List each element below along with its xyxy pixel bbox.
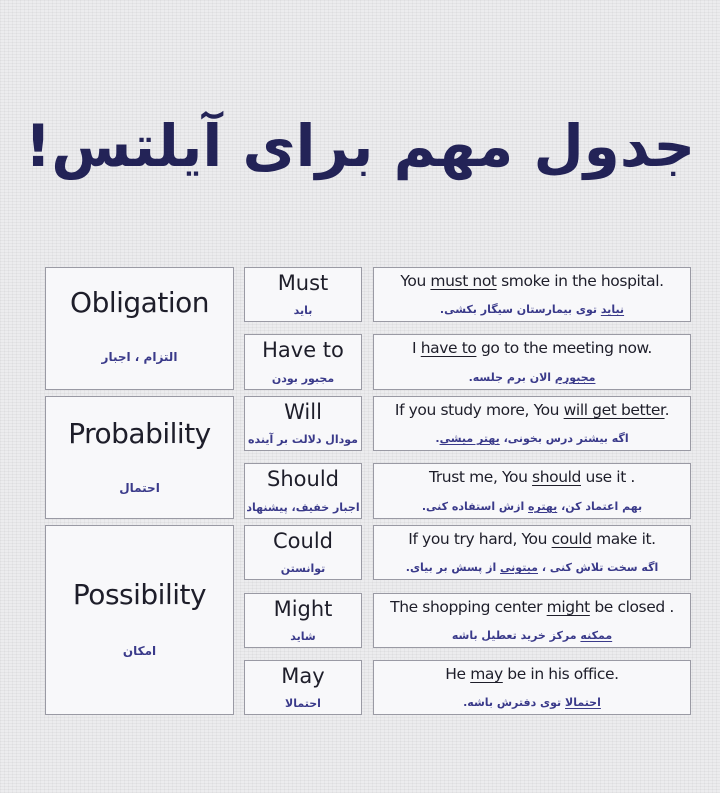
modal-translation: مودال دلالت بر آینده (248, 433, 358, 446)
modal-translation: احتمالا (285, 697, 321, 710)
example-sentence: If you try hard, You could make it. (408, 530, 656, 548)
category-translation: التزام ، اجبار (101, 350, 178, 364)
example-translation: احتمالا توی دفترش باشه. (463, 696, 601, 709)
modal-translation: مجبور بودن (271, 372, 335, 385)
example-keyword: have to (420, 339, 477, 357)
example-translation-keyword: احتمالا (565, 696, 601, 709)
modal-could (244, 525, 362, 580)
example-keyword: will get better (563, 401, 665, 419)
example-keyword: should (532, 468, 581, 486)
example-translation: بهم اعتماد کن، بهتره ازش استفاده کنی. (421, 500, 643, 513)
category-translation: امکان (122, 644, 157, 658)
modal-label: Must (277, 271, 329, 295)
modal-may (244, 660, 362, 715)
modal-might (244, 593, 362, 648)
example-could (373, 525, 691, 580)
example-translation-keyword: نباید (600, 303, 625, 316)
page-title: جدول مهم برای آیلتس! (24, 112, 696, 180)
example-translation: مجبورم الان برم جلسه. (468, 371, 596, 384)
example-translation-keyword: میتونی (500, 561, 538, 574)
modal-must (244, 267, 362, 322)
category-label: Possibility (72, 578, 207, 611)
category-label: Probability (68, 417, 211, 450)
modal-should (244, 463, 362, 519)
example-keyword: might (546, 598, 590, 616)
modal-label: May (281, 664, 325, 688)
modal-label: Could (273, 529, 333, 553)
modal-label: Might (273, 597, 333, 621)
example-translation-keyword: بهتر میشی (439, 432, 500, 445)
modal-label: Have to (262, 338, 344, 362)
example-translation: ممکنه مرکز خرید تعطیل باشه (451, 629, 613, 642)
modal-label: Should (267, 467, 339, 491)
modal-have-to (244, 334, 362, 390)
example-should (373, 463, 691, 519)
example-translation: اگه سخت تلاش کنی ، میتونی از پسش بر بیای. (405, 561, 659, 574)
modal-will (244, 396, 362, 451)
modal-label: Will (284, 400, 322, 424)
example-keyword: must not (430, 272, 497, 290)
example-will (373, 396, 691, 451)
example-must (373, 267, 691, 322)
category-possibility (45, 525, 234, 715)
example-sentence: I have to go to the meeting now. (412, 339, 652, 357)
example-translation: اگه بیشتر درس بخونی، بهتر میشی. (435, 432, 629, 445)
example-sentence: He may be in his office. (445, 665, 619, 683)
category-translation: احتمال (119, 481, 160, 495)
example-translation: نباید توی بیمارستان سیگار بکشی. (439, 303, 625, 316)
example-translation-keyword: مجبورم (554, 371, 596, 384)
example-keyword: could (551, 530, 592, 548)
example-translation-keyword: بهتره (528, 500, 558, 513)
example-sentence: If you study more, You will get better. (394, 401, 670, 419)
modal-translation: باید (293, 304, 313, 317)
example-might (373, 593, 691, 648)
example-may (373, 660, 691, 715)
modal-translation: اجبار خفیف، پیشنهاد (246, 501, 360, 514)
example-translation-keyword: ممکنه (580, 629, 613, 642)
modal-translation: توانستن (280, 562, 326, 575)
example-have-to (373, 334, 691, 390)
example-sentence: Trust me, You should use it . (429, 468, 635, 486)
example-sentence: You must not smoke in the hospital. (400, 272, 664, 290)
category-obligation (45, 267, 234, 390)
category-label: Obligation (70, 286, 209, 319)
modal-translation: شاید (290, 630, 316, 643)
category-probability (45, 396, 234, 519)
example-keyword: may (470, 665, 503, 683)
example-sentence: The shopping center might be closed . (390, 598, 674, 616)
